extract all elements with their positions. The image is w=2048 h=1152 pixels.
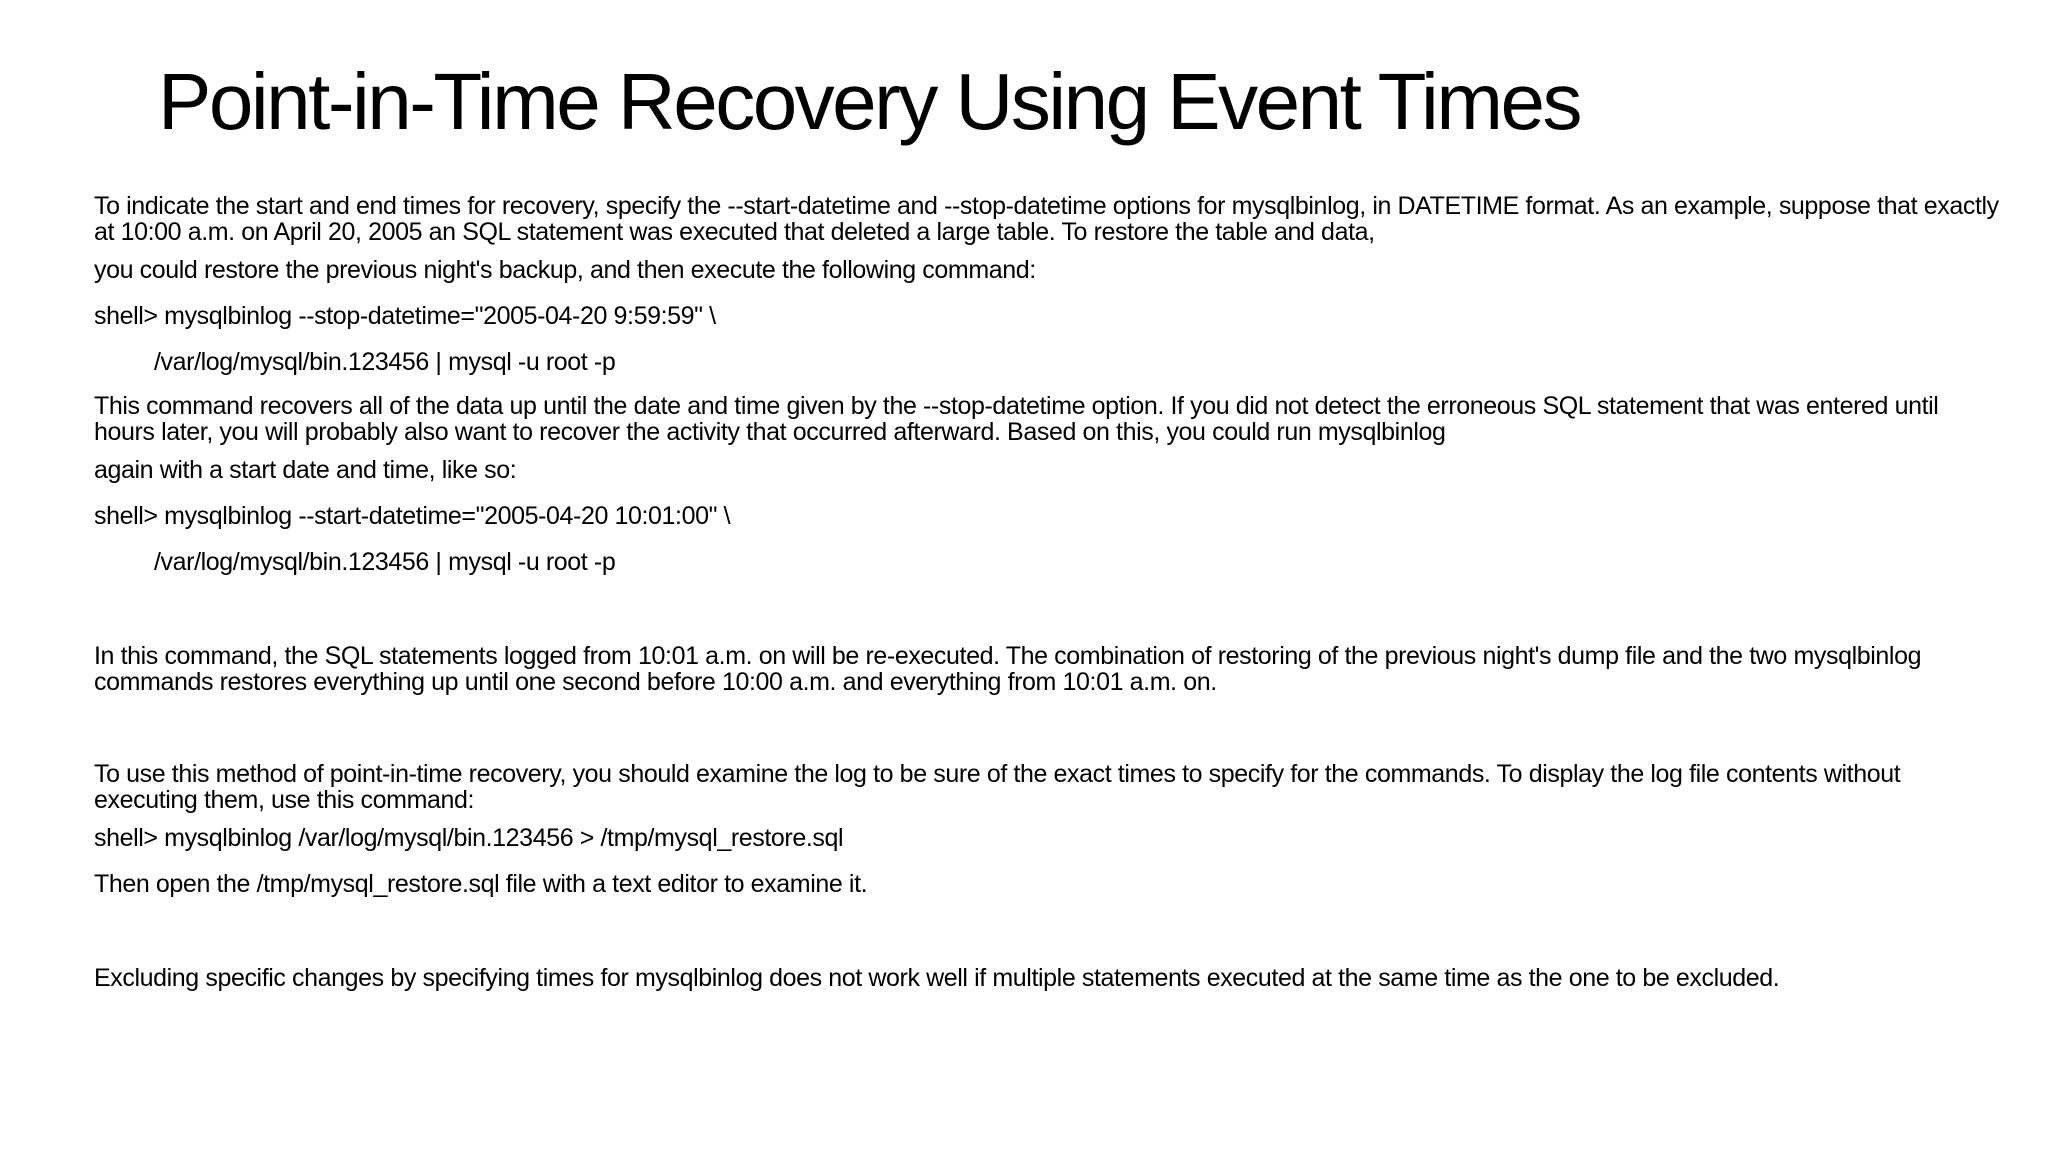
code-line-start-datetime: shell> mysqlbinlog --start-datetime="2005-04-20 10:01:00" \ (94, 502, 731, 530)
paragraph-excluding-changes: Excluding specific changes by specifying times for mysqlbinlog does not work well if multiple statements executed at the same time as the one to be excluded. (94, 964, 1780, 992)
paragraph-examine-log: To use this method of point-in-time recovery, you should examine the log to be sure of the exact times to specify for the commands. To display the log file contents without executing them, use this command: (94, 760, 1901, 814)
code-line-pipe-mysql-1: /var/log/mysql/bin.123456 | mysql -u root -p (154, 348, 616, 376)
code-line-stop-datetime: shell> mysqlbinlog --stop-datetime="2005-04-20 9:59:59" \ (94, 302, 716, 330)
code-line-pipe-mysql-2: /var/log/mysql/bin.123456 | mysql -u root -p (154, 548, 616, 576)
slide-title: Point-in-Time Recovery Using Event Times (158, 57, 1580, 146)
code-line-dump-sql: shell> mysqlbinlog /var/log/mysql/bin.123456 > /tmp/mysql_restore.sql (94, 824, 844, 852)
paragraph-restore-backup: you could restore the previous night's backup, and then execute the following command: (94, 256, 1036, 284)
slide-body (94, 193, 2004, 991)
paragraph-intro: To indicate the start and end times for recovery, specify the --start-datetime and --stop-datetime options for mysqlbinlog, in DATETIME format. As an example, suppose that exactly at 10:00 a.m. on April 20, 2005 an SQL statement was executed that deleted a large table. To restore the table and data, (94, 192, 1999, 246)
paragraph-open-file: Then open the /tmp/mysql_restore.sql file with a text editor to examine it. (94, 870, 868, 898)
paragraph-start-date: again with a start date and time, like so: (94, 456, 517, 484)
paragraph-recovers-data: This command recovers all of the data up until the date and time given by the --stop-datetime option. If you did not detect the erroneous SQL statement that was entered until hours later, you will probably also want to recover the activity that occurred afterward. Based on this, you could run mysqlbinlog (94, 392, 1939, 446)
paragraph-re-executed: In this command, the SQL statements logged from 10:01 a.m. on will be re-executed. The combination of restoring of the previous night's dump file and the two mysqlbinlog commands restores everything up until one second before 10:00 a.m. and everything from 10:01 a.m. on. (94, 642, 1922, 696)
